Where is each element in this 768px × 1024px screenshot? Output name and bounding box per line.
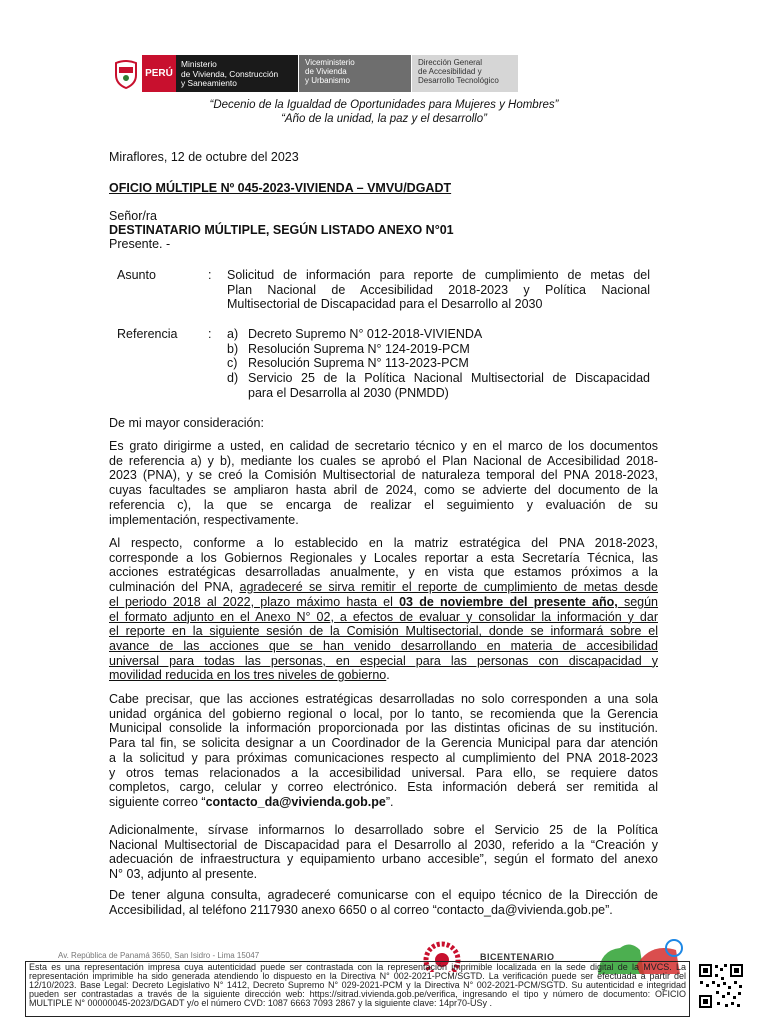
qr-code-icon [697, 962, 745, 1010]
p1-line: 2023 (PNA), y se creó la Comisión Multisectorial de naturaleza temporal del PNA 2018-2023, [109, 468, 658, 483]
ref-letter: a) [227, 327, 239, 341]
bicentenario-label: BICENTENARIO [480, 952, 555, 962]
p2-line: corresponde a los Gobiernos Regionales y Locales reportar a esta Secretaría Técnica, las [109, 550, 658, 565]
p2-underlined: el periodo 2018 al 2022, plazo máximo hasta el [109, 594, 400, 609]
ref-item: para el Desarrolla al 2030 (PNMDD) [248, 385, 449, 400]
p3-line [109, 795, 658, 810]
senor-label: Señor/ra [109, 209, 157, 223]
p1-line: de referencia a) y b), mediante los cuales se aprobó el Plan Nacional de Accesibilidad 2018- [109, 453, 658, 468]
asunto-colon: : [208, 268, 212, 282]
asunto-line: Plan Nacional de Accesibilidad 2018-2023 y Política Nacional [227, 282, 650, 297]
vice-line: y Urbanismo [305, 76, 350, 85]
p1-line: implementación, respectivamente. [109, 512, 299, 527]
p2-underlined: según [617, 594, 659, 609]
ref-letters [227, 327, 247, 386]
paragraph-2 [109, 536, 658, 683]
p3-line: completos, cargo, celular y correo electrónico. Esta información deberá ser remitida al [109, 780, 658, 795]
ref-item: Decreto Supremo N° 012-2018-VIVIENDA [248, 327, 483, 341]
p5-line: Accesibilidad, al teléfono 2117930 anexo 6650 o al correo “contacto_da@vivienda.gob.pe”. [109, 902, 613, 917]
address: Av. República de Panamá 3650, San Isidro - Lima 15047 [58, 951, 260, 960]
referencia-colon: : [208, 327, 212, 341]
ref-letter: b) [227, 341, 239, 356]
p3-line: a la solicitud y para próximas comunicaciones respecto al cumplimiento del PNA 2018-2023 [109, 750, 658, 765]
referencia-label: Referencia [117, 327, 178, 341]
p2-underlined: agradeceré se sirva remitir el reporte de cumplimiento de metas desde [239, 580, 659, 595]
ministry-line: de Vivienda, Construcción [181, 68, 279, 79]
deadline-date: 03 de noviembre del presente año, [399, 594, 618, 609]
p2-underlined-line: universal para todas las personas, en especial para las personas con discapacidad y [109, 653, 658, 668]
saludo: De mi mayor consideración: [109, 416, 264, 430]
paragraph-3 [109, 692, 658, 810]
p2-underlined: movilidad reducida en los tres niveles de gobierno [109, 668, 387, 683]
ref-item: Resolución Suprema N° 113-2023-PCM [248, 356, 469, 371]
p3-line: Cabe precisar, que las acciones estratégicas desarrolladas no solo corresponden a una sola [109, 692, 658, 706]
p2-line [109, 595, 658, 610]
p3-line: Para tal fin, se solicita designar a un Coordinador de la Gerencia Municipal para dar atención [109, 736, 658, 751]
p3-text: siguiente correo “ [109, 794, 206, 809]
verification-notice: Esta es una representación impresa cuya autenticidad puede ser contrastada con la representación imprimible localizada en la sede digital de la MVCS. La representación imprimible ha sido generada atendiendo lo dispuesto en la Directiva N° 002-2021-PCM/SGTD. La verificación puede ser efectuada a partir del 12/10/2023. Base Legal: Decreto Legislativo N° 1412, Decreto Supremo N° 029-2021-PCM y la Directiva N° 002-2021-PCM/SGTD. Su autenticidad e integridad pueden ser contrastadas a través de la siguiente dirección web: https://sitrad.vivienda.gob.pe/verifica, ingresando el tipo y número de documento: OFICIO MULTIPLE N° 00000045-2023/DGADT y/o el número CVD: 1087 6663 7093 2867 y la siguiente clave: 14pr70-USy . [25, 961, 690, 1017]
ministry-name [176, 55, 298, 92]
p4-line: adecuación de infraestructura y equipamiento urbano accesible”, según el formato del anexo [109, 852, 658, 867]
ministry-logo [110, 55, 518, 92]
asunto-text [227, 268, 650, 312]
p3-line: y otros temas relacionados a la accesibilidad universal. Para ello, se requiere datos [109, 765, 658, 780]
presente: Presente. - [109, 237, 171, 251]
p3-line: Municipal consolide la información proporcionada por las distintas oficinas de su institución. [109, 721, 658, 736]
ref-item: Resolución Suprema N° 124-2019-PCM [248, 341, 470, 356]
contact-email: contacto_da@vivienda.gob.pe [205, 794, 386, 809]
p2-line [109, 668, 658, 683]
p1-line: Es grato dirigirme a usted, en calidad de secretario técnico y en el marco de los documentos [109, 439, 658, 453]
p3-line: unidad orgánica del gobierno regional o local, por lo tanto, se recomienda que la Gerencia [109, 706, 658, 721]
p2-line: acciones estratégicas desarrolladas anualmente, y en vista que estamos próximos a la [109, 565, 658, 580]
oficio-title: OFICIO MÚLTIPLE Nº 045-2023-VIVIENDA – VMVU/DGADT [109, 181, 452, 195]
p2-underlined-line: el formato adjunto en el Anexo N° 02, a efectos de evaluar y consolidar la información y dar [109, 609, 658, 624]
p2-line: Al respecto, conforme a lo establecido en la matriz estratégica del PNA 2018-2023, [109, 536, 658, 550]
p1-line: referencia c), la que se encarga de realizar el seguimiento y evaluación de su [109, 497, 658, 512]
p2-underlined-line: avance de las acciones que se han venido desarrollando en materia de accesibilidad [109, 638, 658, 653]
ref-letter: d) [227, 371, 239, 386]
destinatario: DESTINATARIO MÚLTIPLE, SEGÚN LISTADO ANEXO N°01 [109, 223, 454, 237]
p4-line: Nacional Multisectorial de Discapacidad para el Desarrollo al 2030, referido a la “Creación y [109, 837, 658, 852]
peru-label: PERÚ [142, 55, 176, 92]
paragraph-5 [109, 888, 658, 917]
p2-line [109, 580, 658, 595]
vice-line: de Vivienda [305, 67, 347, 76]
ref-item: Servicio 25 de la Política Nacional Multisectorial de Discapacidad [248, 371, 650, 386]
direction-name [411, 55, 518, 92]
paragraph-1 [109, 439, 658, 527]
p5-line: De tener alguna consulta, agradeceré comunicarse con el equipo técnico de la Dirección de [109, 888, 658, 902]
vice-line: Viceministerio [305, 58, 355, 67]
ministry-line: y Saneamiento [181, 78, 237, 88]
direction-line: Desarrollo Tecnológico [418, 76, 499, 85]
p3-text: ”. [385, 794, 394, 809]
p1-line: cuyas facultades se ampliaron hasta abril de 2024, como se advierte del documento de la [109, 483, 658, 498]
place-date: Miraflores, 12 de octubre del 2023 [109, 150, 299, 164]
peru-shield-icon [110, 55, 142, 92]
paragraph-4 [109, 823, 658, 882]
asunto-line: Solicitud de información para reporte de cumplimiento de metas del [227, 268, 650, 282]
p2-text: culminación del PNA, [109, 580, 240, 595]
ministry-line: Ministerio [181, 59, 217, 69]
asunto-label: Asunto [117, 268, 156, 282]
viceministry-name [298, 55, 411, 92]
p4-line: Adicionalmente, sírvase informarnos lo desarrollado sobre el Servicio 25 de la Política [109, 823, 658, 837]
direction-line: de Accesibilidad y [418, 67, 482, 76]
asunto-line: Multisectorial de Discapacidad para el Desarrollo al 2030 [227, 297, 543, 312]
direction-line: Dirección General [418, 58, 483, 67]
p2-underlined-line: el reporte en la siguiente sesión de la Comisión Multisectorial, donde se informará sobre el [109, 624, 658, 639]
ref-list [248, 327, 650, 401]
p4-line: N° 03, adjunto al presente. [109, 867, 258, 882]
ref-letter: c) [227, 356, 238, 371]
p2-text: . [386, 668, 390, 683]
year-motto: “Año de la unidad, la paz y el desarrollo” [281, 113, 487, 125]
decenio-line: “Decenio de la Igualdad de Oportunidades para Mujeres y Hombres” [209, 99, 559, 111]
